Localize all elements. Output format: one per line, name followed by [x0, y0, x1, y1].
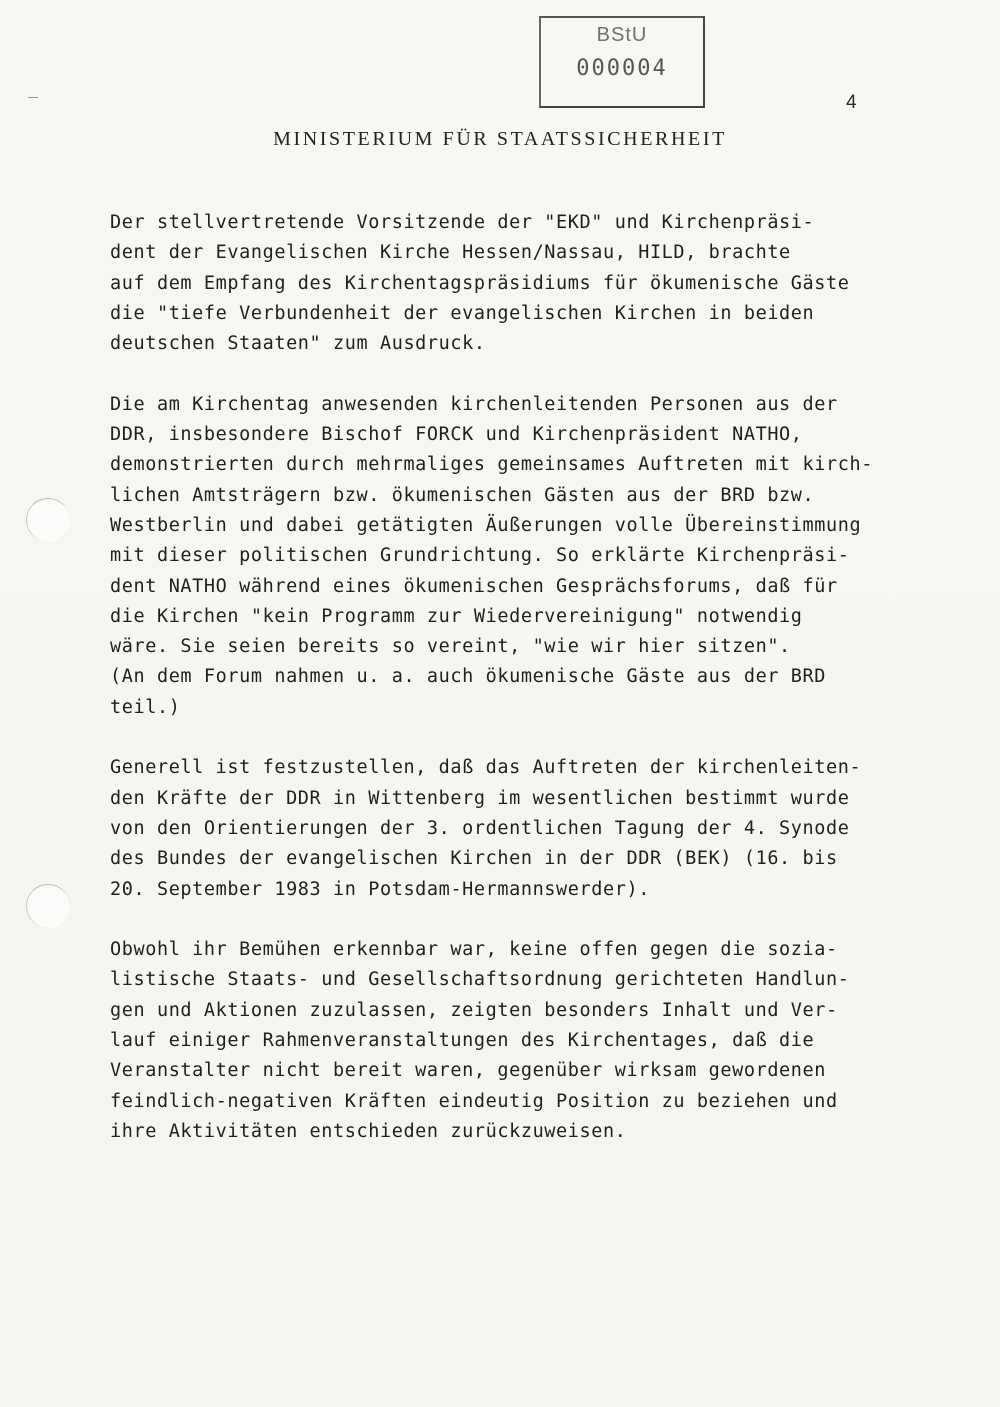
text-line: listische Staats- und Gesellschaftsordnung gerichteten Handlun-: [110, 969, 850, 991]
text-line: die "tiefe Verbundenheit der evangelischen Kirchen in beiden: [110, 302, 815, 324]
text-line: Obwohl ihr Bemühen erkennbar war, keine offen gegen die sozia-: [110, 939, 838, 961]
text-line: ihre Aktivitäten entschieden zurückzuweisen.: [110, 1120, 627, 1142]
body-text: [110, 208, 940, 1178]
text-line: des Bundes der evangelischen Kirchen in der DDR (BEK) (16. bis: [110, 848, 838, 870]
archive-stamp: [539, 16, 705, 108]
punch-hole: [26, 884, 70, 928]
paragraph: [110, 208, 940, 359]
paragraph: [110, 935, 940, 1147]
stamp-number: 000004: [576, 56, 668, 81]
text-line: Der stellvertretende Vorsitzende der "EKD" und Kirchenpräsi-: [110, 212, 815, 233]
text-line: (An dem Forum nahmen u. a. auch ökumenische Gäste aus der BRD: [110, 666, 827, 688]
text-line: 20. September 1983 in Potsdam-Hermannswerder).: [110, 878, 650, 900]
text-line: auf dem Empfang des Kirchentagspräsidiums für ökumenische Gäste: [110, 272, 850, 294]
text-line: demonstrierten durch mehrmaliges gemeinsames Auftreten mit kirch-: [110, 454, 873, 476]
margin-mark: [28, 97, 38, 98]
letterhead: MINISTERIUM FÜR STAATSSICHERHEIT: [273, 128, 727, 150]
paragraph: [110, 390, 940, 723]
text-line: den Kräfte der DDR in Wittenberg im wesentlichen bestimmt wurde: [110, 787, 850, 809]
text-line: Westberlin und dabei getätigten Äußerungen volle Übereinstimmung: [110, 514, 862, 536]
text-line: Veranstalter nicht bereit waren, gegenüber wirksam gewordenen: [110, 1060, 827, 1082]
page-number: 4: [846, 92, 857, 113]
text-line: Die am Kirchentag anwesenden kirchenleitenden Personen aus der: [110, 393, 838, 415]
text-line: DDR, insbesondere Bischof FORCK und Kirchenpräsident NATHO,: [110, 424, 803, 446]
text-line: deutschen Staaten" zum Ausdruck.: [110, 333, 486, 355]
stamp-agency: BStU: [596, 24, 648, 46]
text-line: von den Orientierungen der 3. ordentlichen Tagung der 4. Synode: [110, 817, 850, 839]
punch-hole: [26, 498, 70, 542]
text-line: die Kirchen "kein Programm zur Wiedervereinigung" notwendig: [110, 605, 803, 627]
text-line: dent NATHO während eines ökumenischen Gesprächsforums, daß für: [110, 575, 838, 597]
text-line: wäre. Sie seien bereits so vereint, "wie wir hier sitzen".: [110, 636, 791, 658]
text-line: feindlich-negativen Kräften eindeutig Position zu beziehen und: [110, 1090, 838, 1112]
text-line: lauf einiger Rahmenveranstaltungen des Kirchentages, daß die: [110, 1030, 815, 1052]
text-line: mit dieser politischen Grundrichtung. So erklärte Kirchenpräsi-: [110, 545, 850, 567]
text-line: teil.): [110, 696, 181, 718]
text-line: lichen Amtsträgern bzw. ökumenischen Gästen aus der BRD bzw.: [110, 484, 815, 506]
text-line: Generell ist festzustellen, daß das Auftreten der kirchenleiten-: [110, 757, 862, 779]
paragraph: [110, 753, 940, 904]
text-line: gen und Aktionen zuzulassen, zeigten besonders Inhalt und Ver-: [110, 999, 838, 1021]
text-line: dent der Evangelischen Kirche Hessen/Nassau, HILD, brachte: [110, 242, 791, 264]
